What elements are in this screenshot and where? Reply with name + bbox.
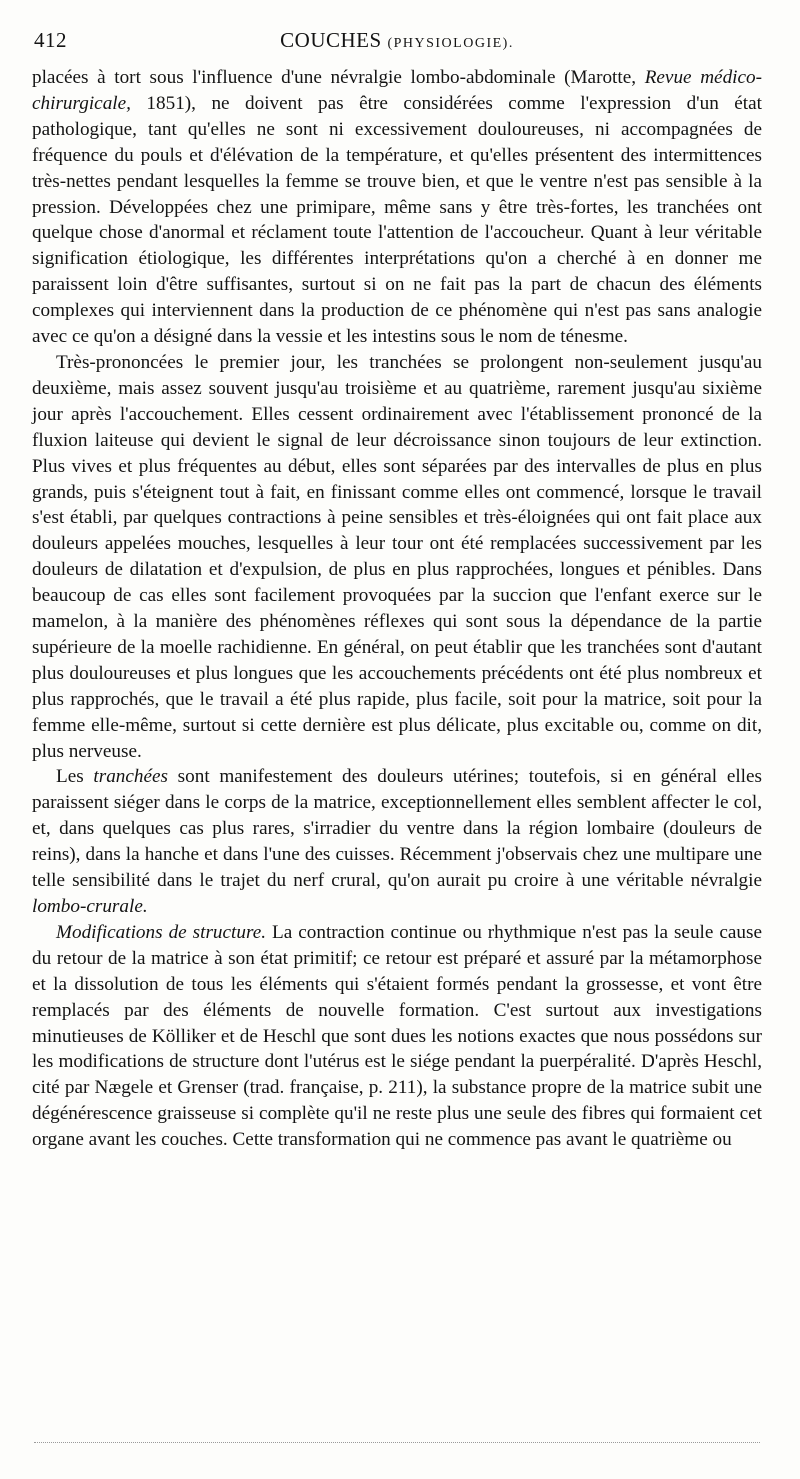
- running-head-title: COUCHES: [280, 28, 382, 52]
- italic-text: lombo-crurale.: [32, 896, 148, 917]
- footer-rule: [34, 1442, 760, 1443]
- text-segment: placées à tort sous l'influence d'une névralgie lombo-abdominale (Marotte,: [32, 67, 645, 88]
- running-head: [30, 28, 764, 53]
- text-segment: Très-prononcées le premier jour, les tranchées se prolongent non-seulement jusqu'au deuxième, mais assez souvent jusqu'au troisième et au quatrième, rarement jusqu'au sixième jour après l'accouchement. Elles cessent ordinairement avec l'établissement prononcé de la fluxion laiteuse qui devient le signal de leur décroissance sinon toujours de leur extinction. Plus vives et plus fréquentes au début, elles sont séparées par des intervalles de plus en plus grands, puis s'éteignent tout à fait, en finissant comme elles ont commencé, lorsque le travail s'est établi, par quelques contractions à peine sensibles et très-éloignées qui ont fait place aux douleurs appelées mouches, lesquelles à leur tour ont été remplacées successivement par les douleurs de dilatation et d'expulsion, de plus en plus rapprochées, longues et pénibles. Dans beaucoup de cas elles sont facilement provoquées par la succion que l'enfant exerce sur le mamelon, à la manière des phénomènes réflexes qui sont sous la dépendance de la partie supérieure de la moelle rachidienne. En général, on peut établir que les tranchées sont d'autant plus douloureuses et plus longues que les accouchements précédents ont été plus nombreux et plus rapprochés, que le travail a été plus rapide, plus facile, soit pour la matrice, soit pour la femme elle-même, surtout si cette dernière est plus délicate, plus excitable ou, comme on dit, plus nerveuse.: [32, 351, 762, 762]
- body-text: [32, 65, 762, 1153]
- italic-text: Revue médico-chirurgicale,: [32, 67, 762, 114]
- text-segment: sont manifestement des douleurs utérines; toutefois, si en général elles paraissent siéger dans le corps de la matrice, exceptionnellement elles semblent affecter le col, et, dans quelques cas plus rares, s'irradier du ventre dans la région lombaire (douleurs de reins), dans la hanche et dans l'une des cuisses. Récemment j'observais chez une multipare une telle sensibilité dans le trajet du nerf crural, qu'on aurait pu croire à une véritable névralgie: [32, 766, 762, 892]
- italic-text: tranchées: [93, 766, 168, 788]
- paragraph: [32, 65, 762, 350]
- page-number: 412: [34, 28, 67, 52]
- italic-text: Modifications de structure.: [56, 921, 267, 943]
- paragraph: [32, 920, 762, 1153]
- text-segment: La contraction continue ou rhythmique n'est pas la seule cause du retour de la matrice à son état primitif; ce retour est préparé et assuré par la métamorphose et la dissolution de tous les éléments qui s'étaient formés pendant la grossesse, et vont être remplacés par des éléments de nouvelle formation. C'est surtout aux investigations minutieuses de Kölliker et de Heschl que sont dues les notions exactes que nous possédons sur les modifications de structure dont l'utérus est le siége pendant la puerpéralité. D'après Heschl, cité par Nægele et Grenser (trad. française, p. 211), la substance propre de la matrice subit une dégénérescence graisseuse si complète qu'il ne reste plus une seule des fibres qui formaient cet organe avant les couches. Cette transformation qui ne commence pas avant le quatrième ou: [32, 921, 762, 1151]
- text-segment: 1851), ne doivent pas être considérées comme l'expression d'un état pathologique, tant qu'elles ne sont ni excessivement douloureuses, ni accompagnées de fréquence du pouls et d'élévation de la température, et qu'elles présentent des intermittences très-nettes pendant lesquelles la femme se trouve bien, et que le ventre n'est pas sensible à la pression. Développées chez une primipare, même sans y être très-fortes, les tranchées ont quelque chose d'anormal et réclament toute l'attention de l'accoucheur. Quant à leur véritable signification étiologique, les différentes interprétations qu'on a cherché à en donner me paraissent loin d'être suffisantes, surtout si on ne fait pas la part de chacun des éléments complexes qui interviennent dans la production de ce phénomène qui n'est pas sans analogie avec ce qu'on a désigné dans la vessie et les intestins sous le nom de ténesme.: [32, 92, 762, 348]
- page-header: [30, 28, 764, 58]
- paragraph: [32, 764, 762, 919]
- running-head-subtitle: (PHYSIOLOGIE).: [387, 36, 514, 51]
- text-segment: Les: [56, 766, 94, 788]
- paragraph: [32, 350, 762, 765]
